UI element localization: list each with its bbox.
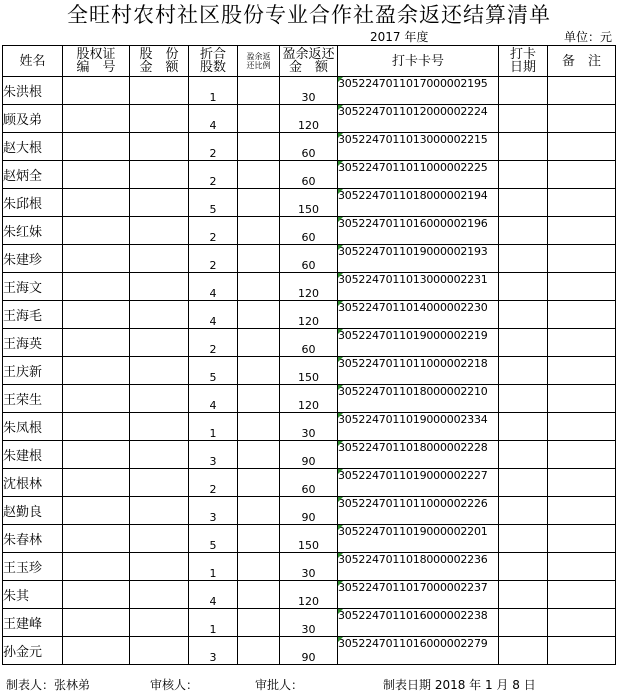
row-refund-amount: 30 (280, 553, 338, 581)
row-name: 朱红妹 (3, 217, 63, 245)
row-refund-ratio (238, 77, 280, 105)
row-card-date (499, 301, 548, 329)
row-card-number: 3052247011014000002230 (338, 301, 499, 329)
row-refund-amount: 120 (280, 301, 338, 329)
row-refund-amount: 90 (280, 441, 338, 469)
row-converted-shares: 2 (189, 161, 238, 189)
row-card-number: 3052247011019000002227 (338, 469, 499, 497)
row-refund-amount: 60 (280, 245, 338, 273)
row-remarks (548, 637, 616, 665)
row-equity-cert (63, 581, 130, 609)
row-remarks (548, 413, 616, 441)
cell-marker-icon (338, 105, 343, 110)
row-equity-cert (63, 441, 130, 469)
row-refund-ratio (238, 609, 280, 637)
row-equity-cert (63, 385, 130, 413)
row-refund-ratio (238, 357, 280, 385)
header-converted-shares: 折合 股数 (189, 46, 238, 77)
row-share-amount (130, 273, 189, 301)
row-refund-amount: 30 (280, 77, 338, 105)
row-refund-amount: 30 (280, 413, 338, 441)
row-share-amount (130, 105, 189, 133)
row-share-amount (130, 413, 189, 441)
table-header-row (3, 46, 616, 77)
row-remarks (548, 105, 616, 133)
row-card-date (499, 553, 548, 581)
table-row (3, 245, 616, 273)
row-name: 赵炳全 (3, 161, 63, 189)
table-row (3, 77, 616, 105)
row-refund-ratio (238, 385, 280, 413)
page-title: 全旺村农村社区股份专业合作社盈余返还结算清单 (67, 3, 551, 27)
table-row (3, 609, 616, 637)
row-refund-ratio (238, 497, 280, 525)
table-row (3, 637, 616, 665)
row-converted-shares: 2 (189, 133, 238, 161)
row-refund-ratio (238, 637, 280, 665)
row-refund-ratio (238, 329, 280, 357)
row-converted-shares: 5 (189, 189, 238, 217)
cell-marker-icon (338, 413, 343, 418)
row-refund-ratio (238, 553, 280, 581)
table-row (3, 189, 616, 217)
row-refund-amount: 60 (280, 329, 338, 357)
header-remarks: 备 注 (548, 46, 616, 77)
table-row (3, 385, 616, 413)
row-remarks (548, 273, 616, 301)
row-refund-ratio (238, 273, 280, 301)
table-row (3, 497, 616, 525)
row-equity-cert (63, 189, 130, 217)
row-remarks (548, 581, 616, 609)
row-name: 王玉珍 (3, 553, 63, 581)
row-share-amount (130, 217, 189, 245)
header-refund-amount: 盈余返还 金 额 (280, 46, 338, 77)
row-converted-shares: 1 (189, 77, 238, 105)
cell-marker-icon (338, 469, 343, 474)
row-converted-shares: 2 (189, 245, 238, 273)
row-refund-ratio (238, 441, 280, 469)
row-card-number: 3052247011018000002210 (338, 385, 499, 413)
row-remarks (548, 525, 616, 553)
table-row (3, 525, 616, 553)
row-card-date (499, 469, 548, 497)
cell-marker-icon (338, 273, 343, 278)
row-refund-ratio (238, 245, 280, 273)
row-name: 朱洪根 (3, 77, 63, 105)
cell-marker-icon (338, 357, 343, 362)
row-share-amount (130, 581, 189, 609)
row-remarks (548, 609, 616, 637)
row-card-date (499, 525, 548, 553)
row-card-date (499, 105, 548, 133)
row-refund-amount: 60 (280, 469, 338, 497)
row-remarks (548, 301, 616, 329)
row-card-date (499, 413, 548, 441)
row-card-date (499, 217, 548, 245)
row-remarks (548, 385, 616, 413)
row-card-number: 3052247011016000002196 (338, 217, 499, 245)
row-equity-cert (63, 245, 130, 273)
row-name: 王海毛 (3, 301, 63, 329)
row-converted-shares: 4 (189, 385, 238, 413)
row-share-amount (130, 469, 189, 497)
header-share-amount: 股 份 金 额 (130, 46, 189, 77)
table-row (3, 413, 616, 441)
row-name: 朱其 (3, 581, 63, 609)
row-card-number: 3052247011019000002201 (338, 525, 499, 553)
row-refund-amount: 120 (280, 581, 338, 609)
row-equity-cert (63, 161, 130, 189)
row-equity-cert (63, 273, 130, 301)
footer-maker: 制表人：张林弟 (6, 678, 91, 692)
table-row (3, 469, 616, 497)
row-equity-cert (63, 357, 130, 385)
table-row (3, 161, 616, 189)
row-remarks (548, 497, 616, 525)
row-converted-shares: 1 (189, 413, 238, 441)
row-refund-ratio (238, 581, 280, 609)
row-refund-amount: 60 (280, 217, 338, 245)
row-card-date (499, 245, 548, 273)
cell-marker-icon (338, 553, 343, 558)
row-card-number: 3052247011019000002219 (338, 329, 499, 357)
row-equity-cert (63, 105, 130, 133)
row-name: 朱邱根 (3, 189, 63, 217)
cell-marker-icon (338, 245, 343, 250)
table-row (3, 273, 616, 301)
row-equity-cert (63, 469, 130, 497)
row-name: 赵大根 (3, 133, 63, 161)
row-card-date (499, 581, 548, 609)
row-card-date (499, 329, 548, 357)
row-name: 赵勤良 (3, 497, 63, 525)
row-share-amount (130, 497, 189, 525)
row-card-number: 3052247011016000002279 (338, 637, 499, 665)
table-row (3, 301, 616, 329)
table-row (3, 441, 616, 469)
row-equity-cert (63, 525, 130, 553)
row-card-date (499, 441, 548, 469)
row-converted-shares: 3 (189, 441, 238, 469)
unit-label: 单位：元 (563, 30, 612, 44)
row-name: 王庆新 (3, 357, 63, 385)
row-name: 王海文 (3, 273, 63, 301)
table-row (3, 357, 616, 385)
cell-marker-icon (338, 525, 343, 530)
row-equity-cert (63, 329, 130, 357)
cell-marker-icon (338, 581, 343, 586)
cell-marker-icon (338, 441, 343, 446)
cell-marker-icon (338, 217, 343, 222)
row-refund-amount: 60 (280, 161, 338, 189)
row-converted-shares: 2 (189, 217, 238, 245)
row-card-date (499, 133, 548, 161)
row-equity-cert (63, 553, 130, 581)
row-remarks (548, 553, 616, 581)
row-equity-cert (63, 217, 130, 245)
row-card-number: 3052247011018000002228 (338, 441, 499, 469)
row-converted-shares: 1 (189, 609, 238, 637)
row-name: 王海英 (3, 329, 63, 357)
row-card-date (499, 497, 548, 525)
row-card-date (499, 637, 548, 665)
row-card-number: 3052247011019000002193 (338, 245, 499, 273)
row-name: 王荣生 (3, 385, 63, 413)
footer-reviewer: 审核人： (150, 678, 199, 692)
cell-marker-icon (338, 301, 343, 306)
cell-marker-icon (338, 637, 343, 642)
row-refund-amount: 120 (280, 385, 338, 413)
cell-marker-icon (338, 161, 343, 166)
row-refund-ratio (238, 105, 280, 133)
row-share-amount (130, 301, 189, 329)
row-share-amount (130, 385, 189, 413)
row-share-amount (130, 553, 189, 581)
row-remarks (548, 133, 616, 161)
row-equity-cert (63, 133, 130, 161)
row-card-date (499, 357, 548, 385)
row-refund-ratio (238, 301, 280, 329)
cell-marker-icon (338, 77, 343, 82)
row-share-amount (130, 637, 189, 665)
table-row (3, 329, 616, 357)
row-card-date (499, 77, 548, 105)
row-share-amount (130, 357, 189, 385)
row-name: 朱凤根 (3, 413, 63, 441)
row-converted-shares: 2 (189, 329, 238, 357)
row-refund-ratio (238, 413, 280, 441)
row-equity-cert (63, 413, 130, 441)
row-share-amount (130, 609, 189, 637)
row-converted-shares: 3 (189, 637, 238, 665)
row-converted-shares: 4 (189, 273, 238, 301)
row-equity-cert (63, 637, 130, 665)
row-name: 朱春林 (3, 525, 63, 553)
row-converted-shares: 4 (189, 105, 238, 133)
row-remarks (548, 469, 616, 497)
row-refund-amount: 30 (280, 609, 338, 637)
cell-marker-icon (338, 189, 343, 194)
row-card-date (499, 385, 548, 413)
footer-approver: 审批人： (255, 678, 304, 692)
row-refund-ratio (238, 469, 280, 497)
row-name: 沈根林 (3, 469, 63, 497)
row-remarks (548, 329, 616, 357)
row-card-number: 3052247011011000002218 (338, 357, 499, 385)
row-share-amount (130, 245, 189, 273)
row-name: 王建峰 (3, 609, 63, 637)
row-share-amount (130, 525, 189, 553)
row-card-date (499, 189, 548, 217)
header-card-date: 打卡 日期 (499, 46, 548, 77)
cell-marker-icon (338, 497, 343, 502)
row-refund-ratio (238, 525, 280, 553)
row-converted-shares: 4 (189, 581, 238, 609)
row-card-number: 3052247011018000002194 (338, 189, 499, 217)
table-row (3, 217, 616, 245)
header-refund-ratio: 盈余返 还比例 (238, 46, 280, 77)
row-card-number: 3052247011016000002238 (338, 609, 499, 637)
row-equity-cert (63, 77, 130, 105)
row-name: 顾及弟 (3, 105, 63, 133)
row-share-amount (130, 189, 189, 217)
header-name: 姓名 (3, 46, 63, 77)
row-remarks (548, 77, 616, 105)
row-card-number: 3052247011011000002225 (338, 161, 499, 189)
row-share-amount (130, 161, 189, 189)
row-card-date (499, 273, 548, 301)
row-card-number: 3052247011019000002334 (338, 413, 499, 441)
row-converted-shares: 5 (189, 357, 238, 385)
cell-marker-icon (338, 385, 343, 390)
row-name: 朱建珍 (3, 245, 63, 273)
row-refund-ratio (238, 133, 280, 161)
row-converted-shares: 5 (189, 525, 238, 553)
row-card-number: 3052247011011000002226 (338, 497, 499, 525)
row-equity-cert (63, 301, 130, 329)
row-card-number: 3052247011012000002224 (338, 105, 499, 133)
row-refund-amount: 90 (280, 497, 338, 525)
row-converted-shares: 3 (189, 497, 238, 525)
row-refund-amount: 90 (280, 637, 338, 665)
row-remarks (548, 189, 616, 217)
table-row (3, 581, 616, 609)
row-remarks (548, 161, 616, 189)
row-name: 孙金元 (3, 637, 63, 665)
row-card-date (499, 609, 548, 637)
row-card-number: 3052247011017000002237 (338, 581, 499, 609)
row-name: 朱建根 (3, 441, 63, 469)
year-label: 2017 年度 (370, 30, 429, 44)
row-refund-amount: 60 (280, 133, 338, 161)
row-card-number: 3052247011013000002231 (338, 273, 499, 301)
table-row (3, 105, 616, 133)
row-share-amount (130, 329, 189, 357)
row-card-number: 3052247011018000002236 (338, 553, 499, 581)
row-remarks (548, 357, 616, 385)
cell-marker-icon (338, 329, 343, 334)
row-refund-amount: 120 (280, 105, 338, 133)
row-remarks (548, 245, 616, 273)
row-converted-shares: 2 (189, 469, 238, 497)
row-refund-amount: 150 (280, 189, 338, 217)
cell-marker-icon (338, 609, 343, 614)
row-converted-shares: 1 (189, 553, 238, 581)
row-refund-ratio (238, 161, 280, 189)
row-refund-ratio (238, 189, 280, 217)
row-equity-cert (63, 609, 130, 637)
footer-date: 制表日期 2018 年 1 月 8 日 (383, 678, 536, 692)
row-converted-shares: 4 (189, 301, 238, 329)
settlement-table (2, 45, 616, 665)
table-row (3, 133, 616, 161)
row-card-number: 3052247011013000002215 (338, 133, 499, 161)
row-refund-amount: 150 (280, 357, 338, 385)
row-refund-amount: 150 (280, 525, 338, 553)
row-refund-amount: 120 (280, 273, 338, 301)
row-share-amount (130, 77, 189, 105)
table-row (3, 553, 616, 581)
row-share-amount (130, 441, 189, 469)
row-equity-cert (63, 497, 130, 525)
row-remarks (548, 217, 616, 245)
cell-marker-icon (338, 133, 343, 138)
row-card-date (499, 161, 548, 189)
row-refund-ratio (238, 217, 280, 245)
row-share-amount (130, 133, 189, 161)
row-remarks (548, 441, 616, 469)
header-card-number: 打卡卡号 (338, 46, 499, 77)
header-equity-cert: 股权证 编 号 (63, 46, 130, 77)
row-card-number: 3052247011017000002195 (338, 77, 499, 105)
